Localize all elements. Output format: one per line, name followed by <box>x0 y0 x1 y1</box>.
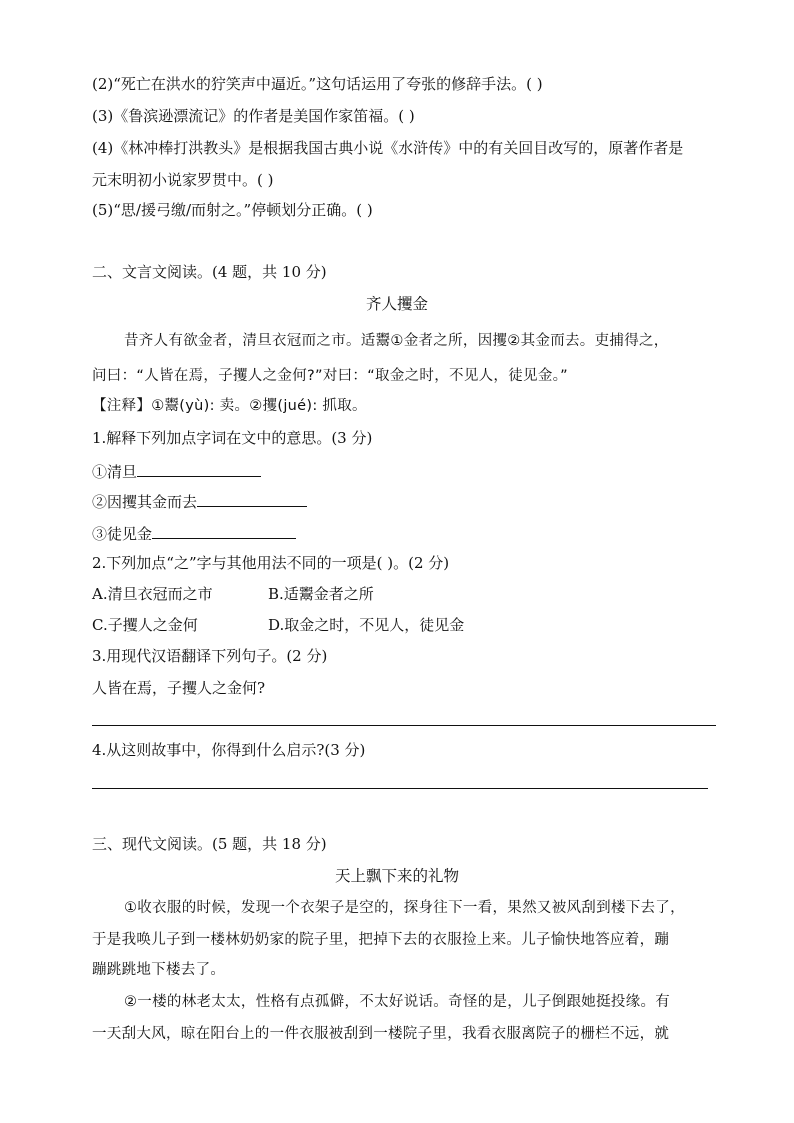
passage2-p1-line1: ①收衣服的时候，发现一个衣架子是空的，探身往下一看，果然又被风刮到楼下去了， <box>124 900 685 916</box>
judge-q2: (2)“死亡在洪水的狞笑声中逼近。”这句话运用了夸张的修辞手法。( ) <box>92 75 543 93</box>
passage1-line2: 问曰：“人皆在焉，子攫人之金何?”对曰：“取金之时，不见人，徒见金。” <box>92 368 568 384</box>
s2-q1: 1.解释下列加点字词在文中的意思。(3 分) <box>92 429 373 447</box>
s2-q1-a-label: ①清旦 <box>92 463 138 481</box>
section3-heading: 三、现代文阅读。(5 题，共 18 分) <box>92 835 327 853</box>
s2-q3-sentence: 人皆在焉，子攫人之金何? <box>92 679 266 697</box>
passage1-note: 【注释】①鬻(yù): 卖。②攫(jué): 抓取。 <box>92 398 367 414</box>
s2-q1-c <box>92 522 296 544</box>
s2-q2-row1 <box>92 584 213 604</box>
answer-blank[interactable] <box>152 522 296 539</box>
passage1-title: 齐人攫金 <box>365 295 428 313</box>
passage2-p2-line1: ②一楼的林老太太，性格有点孤僻，不太好说话。奇怪的是，儿子倒跟她挺投缘。有 <box>124 994 671 1010</box>
judge-q4-line1: (4)《林冲棒打洪教头》是根据我国古典小说《水浒传》中的有关回目改写的，原著作者是 <box>92 139 684 157</box>
option-d: D.取金之时，不见人，徒见金 <box>268 616 465 634</box>
s2-q2: 2.下列加点“之”字与其他用法不同的一项是( )。(2 分) <box>92 554 450 572</box>
section2-heading: 二、文言文阅读。(4 题，共 10 分) <box>92 263 327 281</box>
answer-blank[interactable] <box>197 490 307 507</box>
answer-line[interactable] <box>92 725 716 726</box>
answer-line[interactable] <box>92 788 708 789</box>
s2-q3: 3.用现代汉语翻译下列句子。(2 分) <box>92 647 328 665</box>
judge-q3: (3)《鲁滨逊漂流记》的作者是美国作家笛福。( ) <box>92 107 415 125</box>
passage2-title: 天上飘下来的礼物 <box>334 867 459 885</box>
s2-q1-b <box>92 490 307 512</box>
judge-q5: (5)“思/援弓缴/而射之。”停顿划分正确。( ) <box>92 201 373 219</box>
passage2-p1-line3: 蹦跳跳地下楼去了。 <box>92 962 226 978</box>
judge-q4-line2: 元末明初小说家罗贯中。( ) <box>92 171 274 189</box>
passage2-p1-line2: 于是我唤儿子到一楼林奶奶家的院子里，把掉下去的衣服捡上来。儿子愉快地答应着，蹦 <box>92 932 670 948</box>
option-c: C.子攫人之金何 <box>92 616 198 634</box>
option-b: B.适鬻金者之所 <box>268 585 374 603</box>
answer-blank[interactable] <box>137 460 261 477</box>
s2-q4: 4.从这则故事中，你得到什么启示?(3 分) <box>92 741 366 759</box>
s2-q1-c-label: ③徒见金 <box>92 525 153 543</box>
s2-q1-a <box>92 460 261 482</box>
passage1-line1: 昔齐人有欲金者，清旦衣冠而之市。适鬻①金者之所，因攫②其金而去。吏捕得之， <box>124 333 669 349</box>
s2-q1-b-label: ②因攫其金而去 <box>92 493 198 511</box>
passage2-p2-line2: 一天刮大风，晾在阳台上的一件衣服被刮到一楼院子里，我看衣服离院子的栅栏不远，就 <box>92 1026 670 1042</box>
option-a: A.清旦衣冠而之市 <box>92 585 213 603</box>
